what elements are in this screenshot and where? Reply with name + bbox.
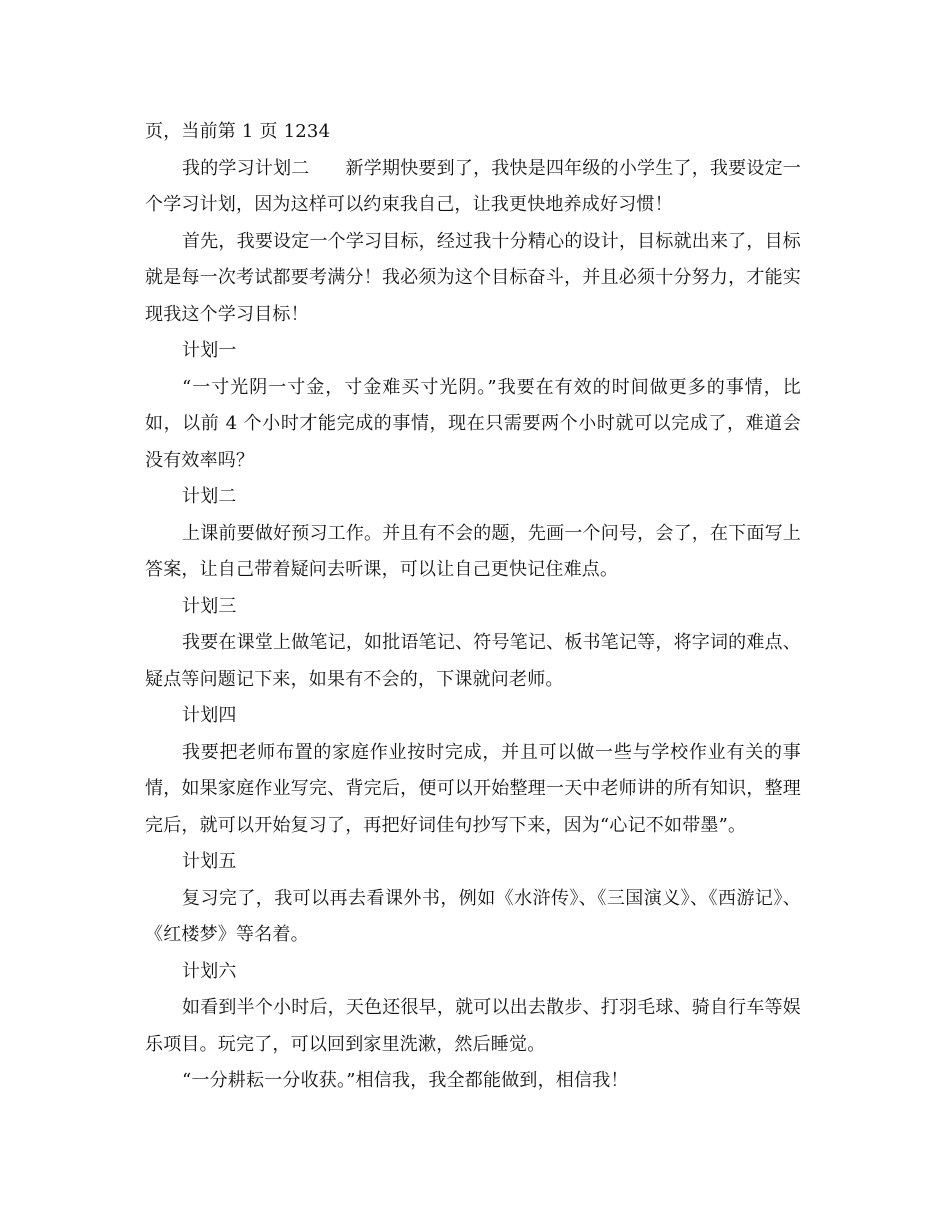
- plan4-paragraph: 我要把老师布置的家庭作业按时完成，并且可以做一些与学校作业有关的事情，如果家庭作业写完、背完后，便可以开始整理一天中老师讲的所有知识，整理完后，就可以开始复习了，再把好词佳句抄写下来，因为“心记不如带墨”。: [145, 741, 801, 836]
- document-body: [145, 114, 801, 1100]
- plan6-paragraph: 如看到半个小时后，天色还很早，就可以出去散步、打羽毛球、骑自行车等娱乐项目。玩完了，可以回到家里洗漱，然后睡觉。: [145, 997, 801, 1055]
- closing-paragraph: “一分耕耘一分收获。”相信我，我全都能做到，相信我！: [182, 1070, 629, 1091]
- plan6-heading: 计划六: [182, 960, 237, 982]
- plan5-heading: 计划五: [182, 851, 237, 872]
- plan5-paragraph: 复习完了，我可以再去看课外书，例如《水浒传》、《三国演义》、《西游记》、《红楼梦》等名着。: [145, 887, 801, 945]
- intro-paragraph: [145, 151, 801, 224]
- document-title: 我的学习计划二: [182, 157, 310, 179]
- plan3-heading: 计划三: [182, 595, 237, 617]
- plan1-paragraph: “一寸光阴一寸金，寸金难买寸光阴。”我要在有效的时间做更多的事情，比如，以前 4 个小时才能完成的事情，现在只需要两个小时就可以完成了，难道会没有效率吗？: [145, 376, 801, 471]
- page-header-line: 页，当前第 1 页 1234: [145, 121, 331, 142]
- plan2-heading: 计划二: [182, 486, 237, 507]
- plan1-heading: 计划一: [182, 340, 237, 361]
- goal-paragraph: 首先，我要设定一个学习目标，经过我十分精心的设计，目标就出来了，目标就是每一次考试都要考满分！我必须为这个目标奋斗，并且必须十分努力，才能实现我这个学习目标！: [145, 230, 801, 325]
- plan4-heading: 计划四: [182, 705, 237, 726]
- plan3-paragraph: 我要在课堂上做笔记，如批语笔记、符号笔记、板书笔记等，将字词的难点、疑点等问题记下来，如果有不会的，下课就问老师。: [145, 632, 801, 690]
- plan2-paragraph: 上课前要做好预习工作。并且有不会的题，先画一个问号，会了，在下面写上答案，让自己带着疑问去听课，可以让自己更快记住难点。: [145, 522, 801, 580]
- intro-text: 新学期快要到了，我快是四年级的小学生了，我要设定一个学习计划，因为这样可以约束我自己，让我更快地养成好习惯！: [145, 157, 801, 215]
